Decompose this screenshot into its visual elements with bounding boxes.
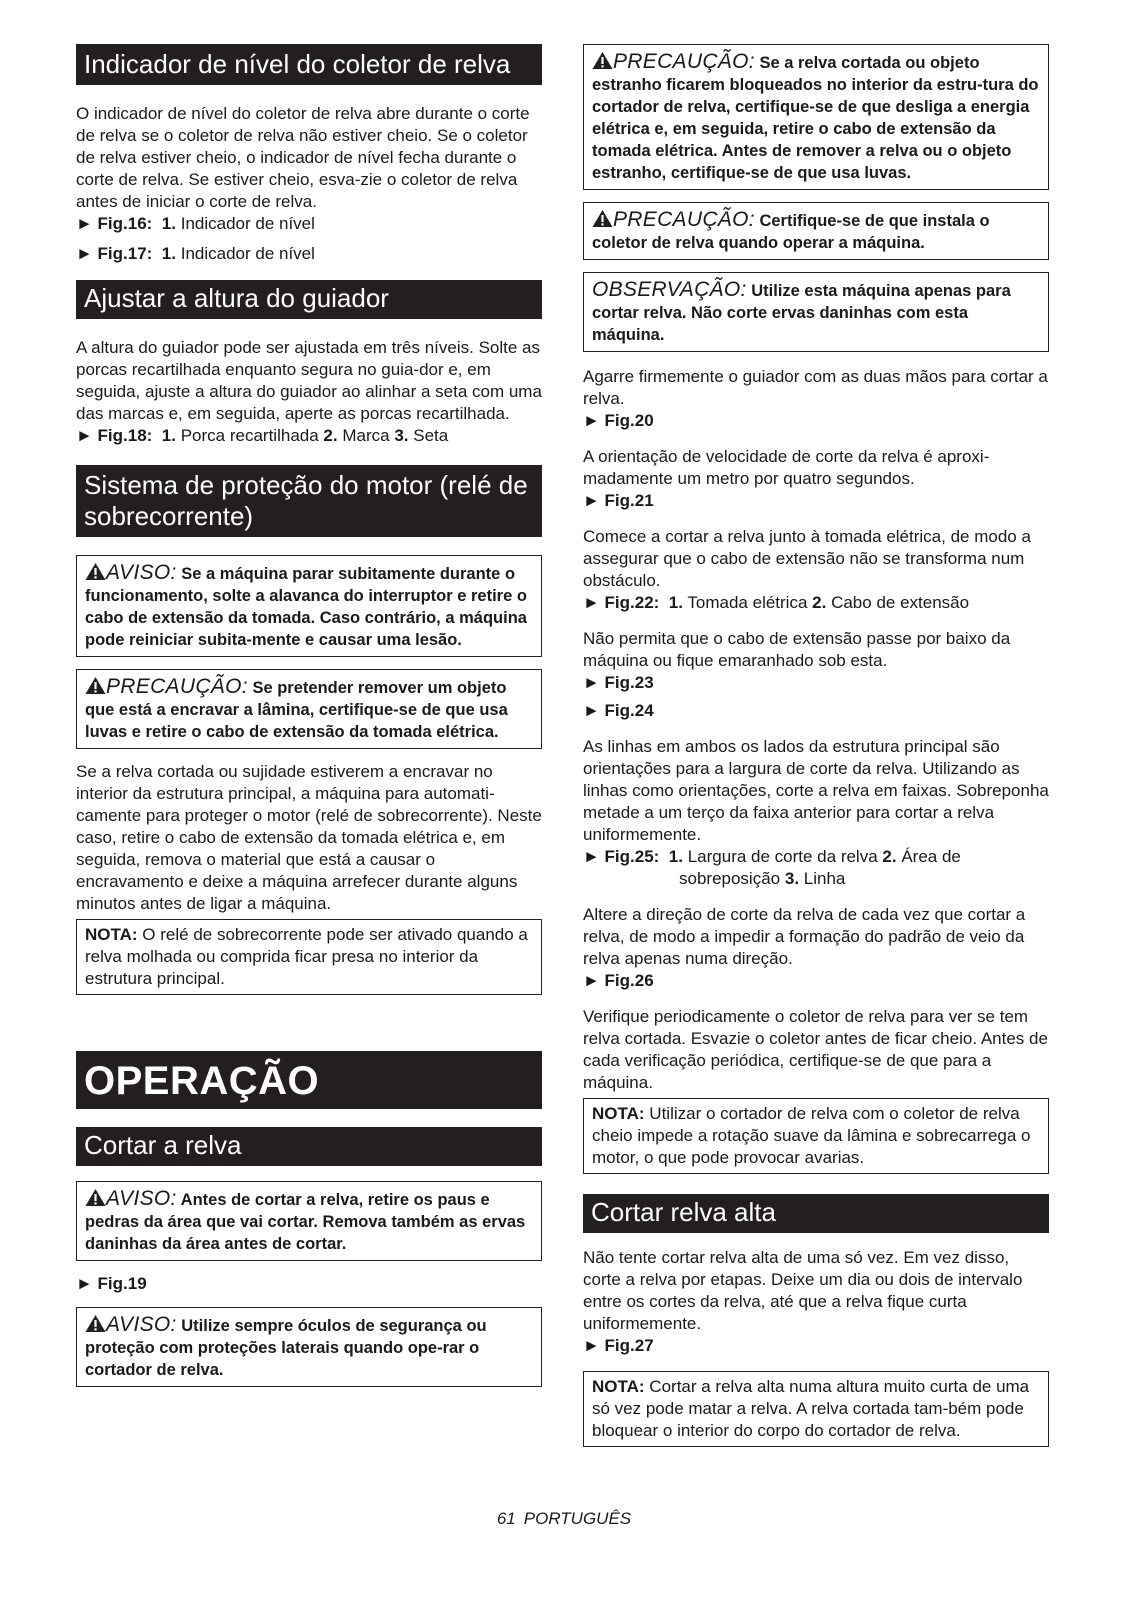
heading-handle-height: Ajustar a altura do guiador xyxy=(76,280,542,319)
warning-triangle-icon xyxy=(592,209,613,228)
paragraph: Comece a cortar a relva junto à tomada elétrica, de modo a assegurar que o cabo de extensão não se transforma num obstáculo. xyxy=(583,527,1031,590)
note-box: NOTA: Utilizar o cortador de relva com o coletor de relva cheio impede a rotação suave da lâmina e sobrecarrega o motor, o que pode provocar avarias. xyxy=(583,1098,1049,1174)
page-number: 61 xyxy=(496,1509,516,1528)
warning-box: AVISO: Se a máquina parar subitamente durante o funcionamento, solte a alavanca do interruptor e retire o cabo de extensão da tomada. Caso contrário, a máquina pode reiniciar subita-mente e causar uma lesão. xyxy=(76,555,542,657)
left-column xyxy=(76,44,542,1399)
figure-reference: ► Fig.26 xyxy=(583,971,654,990)
paragraph: Não permita que o cabo de extensão passe por baixo da máquina ou fique emaranhado sob esta. xyxy=(583,629,1011,670)
paragraph: Verifique periodicamente o coletor de relva para ver se tem relva cortada. Esvazie o coletor antes de ficar cheio. Antes de cada verificação periódica, certifique-se de que para a máquina. xyxy=(583,1007,1048,1092)
paragraph: Altere a direção de corte da relva de cada vez que cortar a relva, de modo a impedir a formação do padrão de veio da relva apenas numa direção. xyxy=(583,905,1026,968)
figure-reference: ► Fig.19 xyxy=(76,1274,147,1293)
warning-triangle-icon xyxy=(85,562,106,581)
figure-reference: ► Fig.21 xyxy=(583,491,654,510)
paragraph: Agarre firmemente o guiador com as duas mãos para cortar a relva. xyxy=(583,367,1048,408)
paragraph: A orientação de velocidade de corte da relva é aproxi-madamente um metro por quatro segundos. xyxy=(583,447,990,488)
heading-operation: OPERAÇÃO xyxy=(76,1051,542,1109)
caution-box: PRECAUÇÃO: Se pretender remover um objeto que está a encravar a lâmina, certifique-se de que usa luvas e retire o cabo de extensão da tomada elétrica. xyxy=(76,669,542,749)
page-footer xyxy=(0,1509,1128,1529)
figure-reference-continued: sobreposição 3. Linha xyxy=(679,869,846,888)
heading-motor-protection: Sistema de proteção do motor (relé de sobrecorrente) xyxy=(76,465,542,537)
paragraph: As linhas em ambos os lados da estrutura principal são orientações para a largura de corte da relva. Utilizando as linhas como orientações, corte a relva em faixas. Sobreponha metade a um terço da faixa anterior para cortar a relva uniformemente. xyxy=(583,737,1049,844)
warning-triangle-icon xyxy=(592,51,613,70)
figure-reference: ► Fig.16: 1. Indicador de nível xyxy=(76,214,315,233)
paragraph: Não tente cortar relva alta de uma só vez. Em vez disso, corte a relva por etapas. Deixe um dia ou dois de intervalo entre os cortes da relva, até que a relva fique curta uniformemente. xyxy=(583,1248,1023,1333)
observation-box: OBSERVAÇÃO: Utilize esta máquina apenas para cortar relva. Não corte ervas daninhas com esta máquina. xyxy=(583,272,1049,352)
warning-box: AVISO: Utilize sempre óculos de segurança ou proteção com proteções laterais quando ope-rar o cortador de relva. xyxy=(76,1307,542,1387)
paragraph: Se a relva cortada ou sujidade estiverem a encravar no interior da estrutura principal, a máquina para automati-camente para proteger o motor (relé de sobrecorrente). Neste caso, retire o cabo de extensão da tomada elétrica e, em seguida, remova o material que está a causar o encravamento e deixe a máquina arrefecer durante alguns minutos antes de ligar a máquina. xyxy=(76,762,542,913)
figure-reference: ► Fig.25: 1. Largura de corte da relva 2. Área de xyxy=(583,847,961,866)
figure-reference: ► Fig.22: 1. Tomada elétrica 2. Cabo de extensão xyxy=(583,593,970,612)
figure-reference: ► Fig.24 xyxy=(583,701,654,720)
caution-box: PRECAUÇÃO: Certifique-se de que instala o coletor de relva quando operar a máquina. xyxy=(583,202,1049,260)
warning-triangle-icon xyxy=(85,1188,106,1207)
heading-level-indicator: Indicador de nível do coletor de relva xyxy=(76,44,542,85)
caution-box: PRECAUÇÃO: Se a relva cortada ou objeto estranho ficarem bloqueados no interior da estru-tura do cortador de relva, certifique-se de que desliga a energia elétrica e, em seguida, retire o cabo de extensão da tomada elétrica. Antes de remover a relva ou o objeto estranho, certifique-se de que usa luvas. xyxy=(583,44,1049,190)
figure-reference: ► Fig.27 xyxy=(583,1336,654,1355)
heading-cutting-tall-grass: Cortar relva alta xyxy=(583,1194,1049,1233)
warning-box: AVISO: Antes de cortar a relva, retire os paus e pedras da área que vai cortar. Remova também as ervas daninhas da área antes de cortar. xyxy=(76,1181,542,1261)
figure-reference: ► Fig.17: 1. Indicador de nível xyxy=(76,244,315,263)
paragraph: A altura do guiador pode ser ajustada em três níveis. Solte as porcas recartilhada enquanto segura no guia-dor e, em seguida, ajuste a altura do guiador ao alinhar a seta com uma das marcas e, em seguida, aperte as porcas recartilhada. xyxy=(76,338,542,423)
paragraph: O indicador de nível do coletor de relva abre durante o corte de relva se o coletor de relva não estiver cheio. Se o coletor de relva estiver cheio, o indicador de nível fecha durante o corte de relva. Se estiver cheio, esva-zie o coletor de relva antes de iniciar o corte de relva. xyxy=(76,104,530,211)
note-box: NOTA: Cortar a relva alta numa altura muito curta de uma só vez pode matar a relva. A relva cortada tam-bém pode bloquear o interior do corpo do cortador de relva. xyxy=(583,1371,1049,1447)
figure-reference: ► Fig.23 xyxy=(583,673,654,692)
note-box: NOTA: O relé de sobrecorrente pode ser ativado quando a relva molhada ou comprida ficar presa no interior da estrutura principal. xyxy=(76,919,542,995)
warning-triangle-icon xyxy=(85,1314,106,1333)
right-column xyxy=(583,44,1049,1459)
figure-reference: ► Fig.20 xyxy=(583,411,654,430)
language-label: PORTUGUÊS xyxy=(523,1509,632,1528)
warning-triangle-icon xyxy=(85,676,106,695)
figure-reference: ► Fig.18: 1. Porca recartilhada 2. Marca 3. Seta xyxy=(76,426,449,445)
heading-cutting-grass: Cortar a relva xyxy=(76,1127,542,1166)
